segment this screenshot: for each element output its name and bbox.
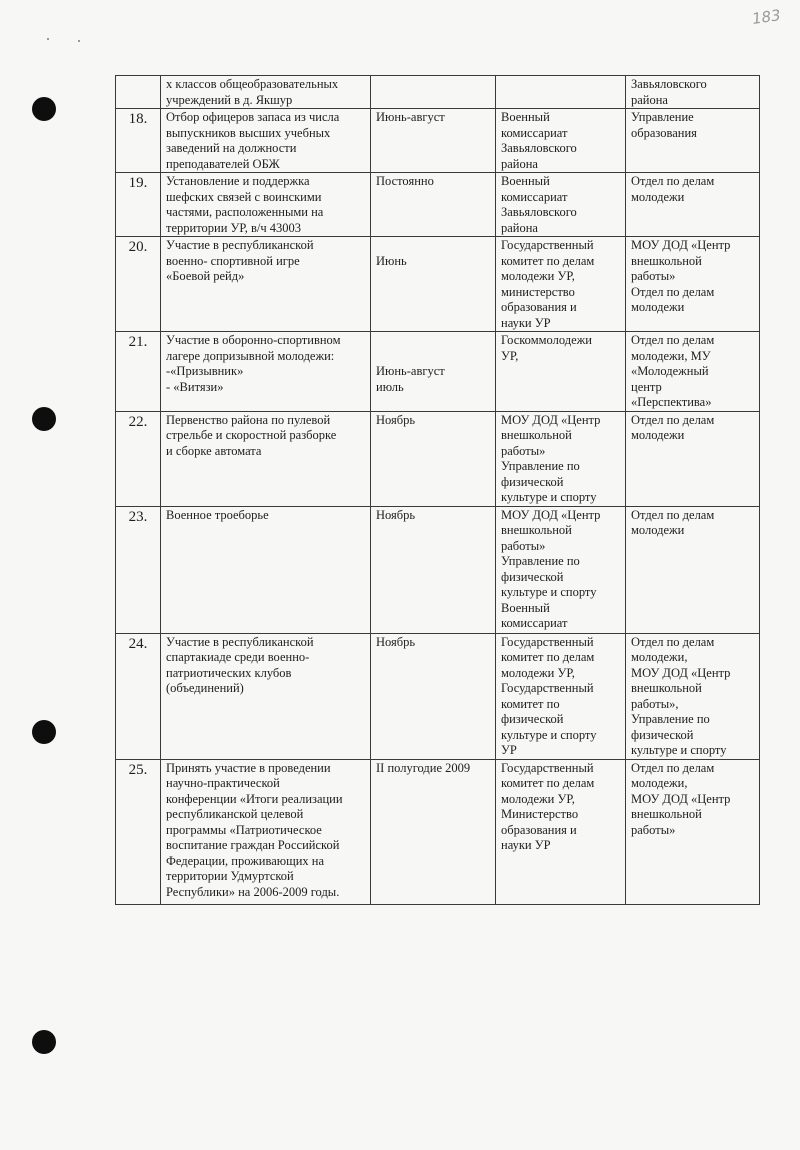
dates-cell: II полугодие 2009 <box>371 759 496 904</box>
responsible-cell: Отдел по делам молодежи, МОУ ДОД «Центр внешкольной работы», Управление по физической культуре и спорту <box>626 633 760 759</box>
partner-cell <box>496 76 626 109</box>
row-number: 20. <box>116 237 161 332</box>
dates-cell: Ноябрь <box>371 506 496 633</box>
row-number: 25. <box>116 759 161 904</box>
responsible-cell: Отдел по делам молодежи <box>626 411 760 506</box>
row-number: 18. <box>116 109 161 173</box>
event-plan-table <box>115 75 760 905</box>
responsible-cell: МОУ ДОД «Центр внешкольной работы» Отдел по делам молодежи <box>626 237 760 332</box>
event-cell: Принять участие в проведении научно-практической конференции «Итоги реализации республиканской целевой программы «Патриотическое воспитание граждан Российской Федерации, проживающих на территории Удмуртской Республики» на 2006-2009 годы. <box>161 759 371 904</box>
punch-hole <box>32 97 56 121</box>
punch-hole <box>32 407 56 431</box>
table-row <box>116 506 760 633</box>
responsible-cell: Отдел по делам молодежи, МОУ ДОД «Центр внешкольной работы» <box>626 759 760 904</box>
responsible-cell: Отдел по делам молодежи, МУ «Молодежный центр «Перспектива» <box>626 332 760 412</box>
event-cell: Участие в республиканской спартакиаде среди военно- патриотических клубов (объединений) <box>161 633 371 759</box>
event-cell: Участие в оборонно-спортивном лагере допризывной молодежи: -«Призывник» - «Витязи» <box>161 332 371 412</box>
event-cell: Первенство района по пулевой стрельбе и скоростной разборке и сборке автомата <box>161 411 371 506</box>
table-row <box>116 759 760 904</box>
responsible-cell: Управление образования <box>626 109 760 173</box>
dates-cell: Ноябрь <box>371 633 496 759</box>
scan-speck <box>78 40 80 42</box>
partner-cell: Госкоммолодежи УР, <box>496 332 626 412</box>
dates-cell: Июнь <box>371 237 496 332</box>
table-row <box>116 411 760 506</box>
event-cell: Военное троеборье <box>161 506 371 633</box>
dates-cell <box>371 76 496 109</box>
partner-cell: Военный комиссариат Завьяловского района <box>496 109 626 173</box>
punch-hole <box>32 1030 56 1054</box>
event-cell: Отбор офицеров запаса из числа выпускников высших учебных заведений на должности преподавателей ОБЖ <box>161 109 371 173</box>
partner-cell: Государственный комитет по делам молодежи УР, министерство образования и науки УР <box>496 237 626 332</box>
partner-cell: Государственный комитет по делам молодежи УР, Государственный комитет по физической культуре и спорту УР <box>496 633 626 759</box>
event-cell: Установление и поддержка шефских связей с воинскими частями, расположенными на территории УР, в/ч 43003 <box>161 173 371 237</box>
responsible-cell: Отдел по делам молодежи <box>626 506 760 633</box>
partner-cell: Военный комиссариат Завьяловского района <box>496 173 626 237</box>
table-row <box>116 237 760 332</box>
row-number <box>116 76 161 109</box>
row-number: 23. <box>116 506 161 633</box>
scan-speck <box>47 38 49 40</box>
page-number: 183 <box>750 6 782 28</box>
partner-cell: МОУ ДОД «Центр внешкольной работы» Управление по физической культуре и спорту Военный комиссариат <box>496 506 626 633</box>
row-number: 22. <box>116 411 161 506</box>
table-row <box>116 109 760 173</box>
responsible-cell: Завьяловского района <box>626 76 760 109</box>
table-row <box>116 173 760 237</box>
dates-cell: Постоянно <box>371 173 496 237</box>
row-number: 19. <box>116 173 161 237</box>
responsible-cell: Отдел по делам молодежи <box>626 173 760 237</box>
event-cell: Участие в республиканской военно- спортивной игре «Боевой рейд» <box>161 237 371 332</box>
partner-cell: Государственный комитет по делам молодежи УР, Министерство образования и науки УР <box>496 759 626 904</box>
table-row <box>116 332 760 412</box>
row-number: 24. <box>116 633 161 759</box>
table-row <box>116 76 760 109</box>
dates-cell: Июнь-август июль <box>371 332 496 412</box>
table-row <box>116 633 760 759</box>
punch-hole <box>32 720 56 744</box>
dates-cell: Ноябрь <box>371 411 496 506</box>
event-cell: х классов общеобразовательных учреждений в д. Якшур <box>161 76 371 109</box>
partner-cell: МОУ ДОД «Центр внешкольной работы» Управление по физической культуре и спорту <box>496 411 626 506</box>
dates-cell: Июнь-август <box>371 109 496 173</box>
row-number: 21. <box>116 332 161 412</box>
